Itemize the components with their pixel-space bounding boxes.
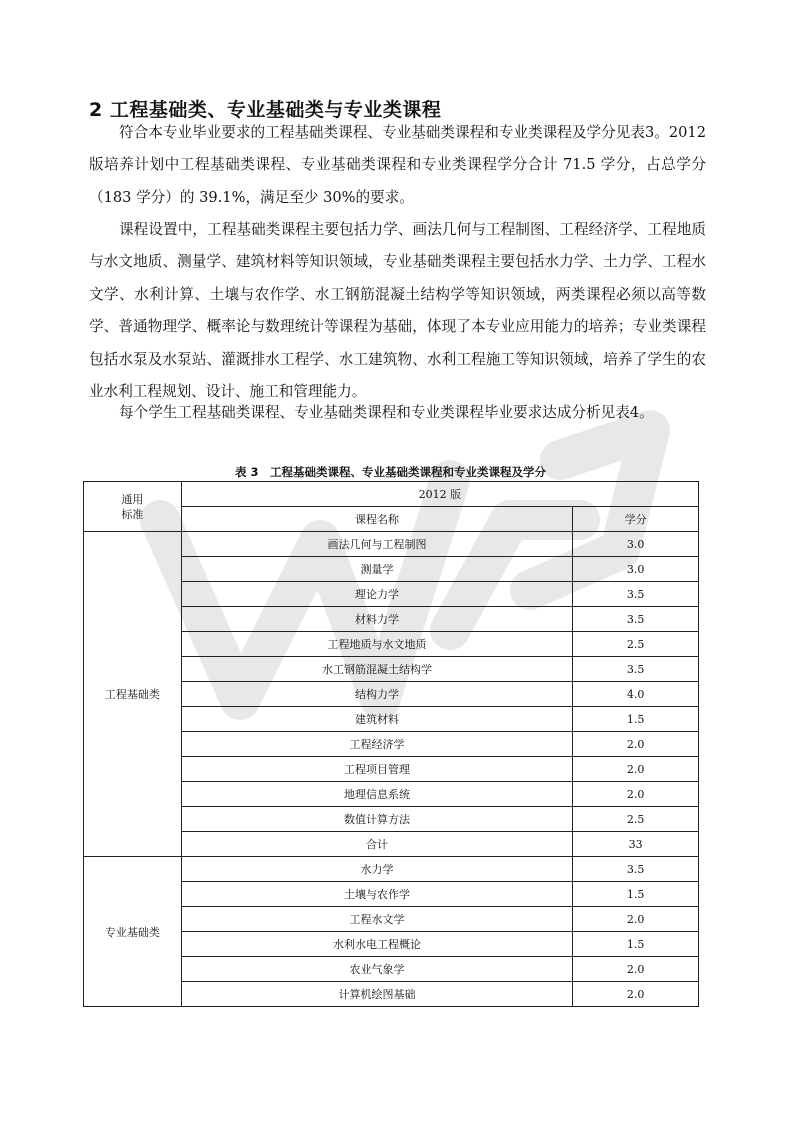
header-course-name: 课程名称 <box>181 507 572 532</box>
course-cell: 数值计算方法 <box>181 807 572 832</box>
table-row <box>84 857 699 882</box>
credits-cell: 3.5 <box>573 582 699 607</box>
table-header-row <box>84 482 699 507</box>
course-cell: 工程地质与水文地质 <box>181 632 572 657</box>
credits-cell: 2.5 <box>573 807 699 832</box>
credits-cell: 2.5 <box>573 632 699 657</box>
header-standard-line2: 标准 <box>121 507 144 521</box>
course-cell: 测量学 <box>181 557 572 582</box>
header-credits: 学分 <box>573 507 699 532</box>
credits-cell: 1.5 <box>573 882 699 907</box>
credits-cell: 3.5 <box>573 657 699 682</box>
course-cell: 材料力学 <box>181 607 572 632</box>
table-caption: 表 3 工程基础类课程、专业基础类课程和专业类课程及学分 <box>234 465 546 479</box>
courses-table <box>83 481 699 1007</box>
course-cell: 水利水电工程概论 <box>181 932 572 957</box>
header-version: 2012 版 <box>181 482 698 507</box>
credits-cell: 1.5 <box>573 707 699 732</box>
credits-cell: 2.0 <box>573 757 699 782</box>
total-credits-cell: 33 <box>573 832 699 857</box>
total-label-cell: 合计 <box>181 832 572 857</box>
course-cell: 土壤与农作学 <box>181 882 572 907</box>
credits-cell: 3.5 <box>573 607 699 632</box>
section-title: 2 工程基础类、专业基础类与专业类课程 <box>89 99 442 121</box>
credits-cell: 4.0 <box>573 682 699 707</box>
table-row <box>84 532 699 557</box>
course-cell: 水工钢筋混凝土结构学 <box>181 657 572 682</box>
paragraph-3: 每个学生工程基础类课程、专业基础类课程和专业类课程毕业要求达成分析见表4。 <box>119 404 654 421</box>
course-cell: 计算机绘图基础 <box>181 982 572 1007</box>
group-label-engineering-basic: 工程基础类 <box>84 532 182 857</box>
credits-cell: 1.5 <box>573 932 699 957</box>
header-standard <box>84 482 182 532</box>
course-cell: 理论力学 <box>181 582 572 607</box>
credits-cell: 3.0 <box>573 557 699 582</box>
course-cell: 水力学 <box>181 857 572 882</box>
credits-cell: 3.5 <box>573 857 699 882</box>
credits-cell: 2.0 <box>573 732 699 757</box>
course-cell: 画法几何与工程制图 <box>181 532 572 557</box>
course-cell: 农业气象学 <box>181 957 572 982</box>
course-cell: 工程水文学 <box>181 907 572 932</box>
credits-cell: 2.0 <box>573 782 699 807</box>
course-cell: 地理信息系统 <box>181 782 572 807</box>
course-cell: 工程项目管理 <box>181 757 572 782</box>
course-cell: 建筑材料 <box>181 707 572 732</box>
credits-cell: 2.0 <box>573 982 699 1007</box>
credits-cell: 2.0 <box>573 907 699 932</box>
credits-cell: 3.0 <box>573 532 699 557</box>
paragraph-2: 课程设置中，工程基础类课程主要包括力学、画法几何与工程制图、工程经济学、工程地质与水文地质、测量学、建筑材料等知识领域，专业基础类课程主要包括水力学、土力学、工程水文学、水利计算、土壤与农作学、水工钢筋混凝土结构学等知识领域，两类课程必须以高等数学、普通物理学、概率论与数理统计等课程为基础，体现了本专业应用能力的培养；专业类课程包括水泵及水泵站、灌溉排水工程学、水工建筑物、水利工程施工等知识领域，培养了学生的农业水利工程规划、设计、施工和管理能力。 <box>89 221 706 401</box>
course-cell: 结构力学 <box>181 682 572 707</box>
paragraph-1: 符合本专业毕业要求的工程基础类课程、专业基础类课程和专业类课程及学分见表3。2012 版培养计划中工程基础类课程、专业基础类课程和专业类课程学分合计 71.5 学分，占总学分（183 学分）的 39.1%，满足至少 30%的要求。 <box>89 124 706 206</box>
course-cell: 工程经济学 <box>181 732 572 757</box>
group-label-professional-basic: 专业基础类 <box>84 857 182 1007</box>
credits-cell: 2.0 <box>573 957 699 982</box>
header-standard-line1: 通用 <box>121 492 144 506</box>
